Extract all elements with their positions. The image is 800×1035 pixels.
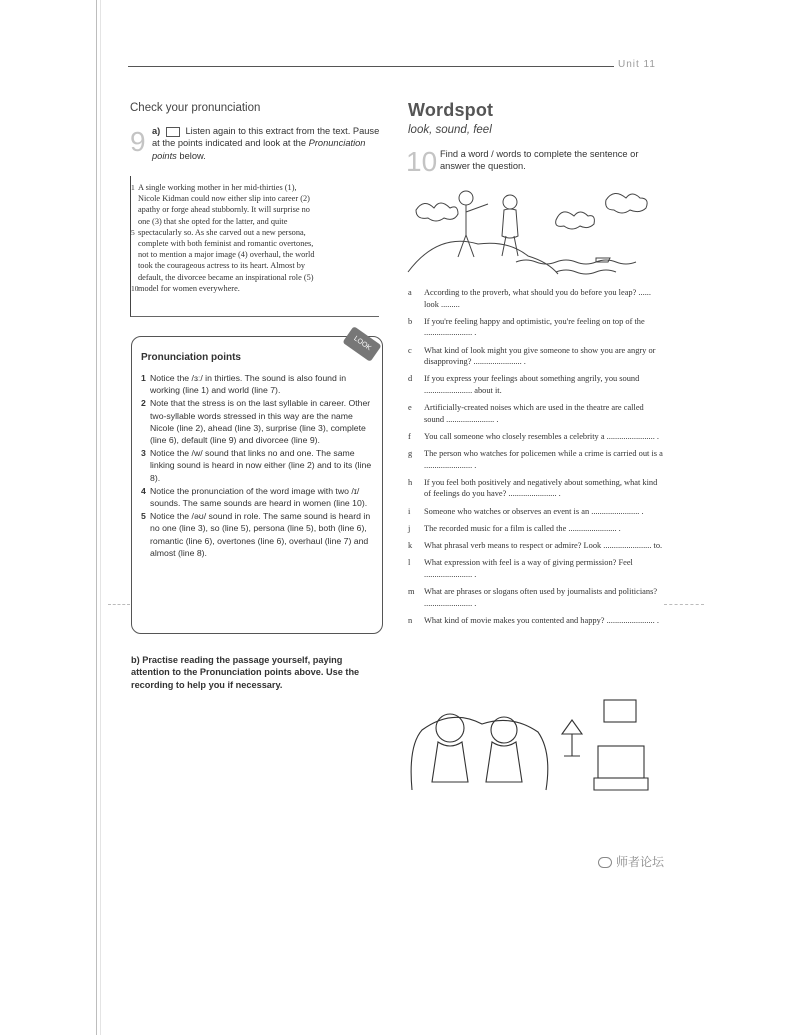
question-letter: h bbox=[408, 477, 413, 487]
question-letter: l bbox=[408, 558, 411, 568]
exercise-9a-tail: below. bbox=[179, 150, 206, 161]
question-text: What phrasal verb means to respect or admire? Look ....................... to. bbox=[424, 541, 663, 551]
question-text: Someone who watches or observes an event is an ....................... . bbox=[424, 506, 644, 516]
scan-edge-line bbox=[96, 0, 97, 1035]
passage-line-text: A single working mother in her mid-thirties (1), bbox=[138, 183, 297, 192]
wordspot-question bbox=[408, 523, 664, 535]
passage-line-text: model for women everywhere. bbox=[138, 283, 240, 293]
passage-line bbox=[138, 238, 376, 249]
question-text: If you express your feelings about something angrily, you sound ....................... about it. bbox=[424, 374, 640, 395]
question-text: What expression with feel is a way of giving permission? Feel ....................... . bbox=[424, 558, 633, 579]
point-text: Notice the /əʊ/ sound in role. The same sound is heard in no one (line 3), so (line 5), persona (line 5), both (line 6), romantic (line 6), overtones (line 6), overhaul (line 7) and almost (line 8). bbox=[150, 511, 371, 558]
living-room-illustration bbox=[408, 694, 664, 792]
wordspot-question bbox=[408, 402, 664, 425]
exercise-10-instructions: Find a word / words to complete the sentence or answer the question. bbox=[440, 149, 639, 172]
point-number: 4 bbox=[141, 485, 146, 496]
passage-line-text: Nicole Kidman could now either slip into career (2) bbox=[138, 194, 310, 204]
point-number: 2 bbox=[141, 398, 146, 409]
scan-edge-line bbox=[100, 0, 101, 1035]
passage-line bbox=[138, 249, 376, 260]
point-number: 5 bbox=[141, 511, 146, 522]
wordspot-question bbox=[408, 477, 664, 500]
person-head bbox=[459, 191, 473, 205]
exercise-9a-text: Listen again to this extract from the text. Pause at the points indicated and look at the bbox=[152, 126, 380, 149]
sea-wave bbox=[516, 260, 636, 264]
pronunciation-point bbox=[141, 485, 373, 509]
passage-line-text: one (3) that she opted for the latter, and quite bbox=[138, 216, 288, 226]
question-text: If you feel both positively and negatively about something, what kind of feelings do you have? ....................... . bbox=[424, 477, 658, 499]
beach-illustration bbox=[406, 180, 668, 280]
cloud-left bbox=[416, 203, 458, 221]
header-rule bbox=[128, 66, 614, 67]
point-text: Note that the stress is on the last syllable in career. Other two-syllable words stressed in this way are the name Nicole (line 2), ahead (line 3), surprise (line 3), complete (line 6), default (line 9) and divorcee (line 9). bbox=[150, 398, 371, 446]
wordspot-question bbox=[408, 287, 664, 310]
pronunciation-points-list bbox=[141, 372, 373, 560]
sand-dune bbox=[408, 241, 558, 274]
question-letter: g bbox=[408, 449, 413, 459]
wordspot-subtitle: look, sound, feel bbox=[408, 124, 492, 136]
lamp bbox=[562, 720, 582, 756]
woman-body bbox=[486, 742, 522, 782]
question-text: What kind of movie makes you contented and happy? ....................... . bbox=[424, 615, 659, 625]
wordspot-question bbox=[408, 506, 664, 518]
point-text: Notice the /w/ sound that links no and one. The same linking sound is heard in now either (line 2) and to its (line 8). bbox=[150, 448, 372, 483]
wordspot-question bbox=[408, 316, 664, 339]
cloud-middle bbox=[556, 212, 595, 229]
question-text: You call someone who closely resembles a celebrity a ....................... . bbox=[424, 431, 659, 441]
question-text: What are phrases or slogans often used by journalists and politicians? ....................... . bbox=[424, 587, 658, 608]
watermark bbox=[598, 853, 664, 870]
question-text: What kind of look might you give someone to show you are angry or disapproving? ....................... . bbox=[424, 345, 656, 367]
question-letter: c bbox=[408, 345, 412, 355]
part-a-label: a) bbox=[152, 126, 161, 136]
scan-dash bbox=[108, 604, 130, 605]
picture-frame bbox=[604, 700, 636, 722]
wordspot-question bbox=[408, 615, 664, 627]
line-number: 10 bbox=[131, 283, 139, 293]
question-letter: k bbox=[408, 541, 413, 551]
audio-icon bbox=[166, 127, 180, 137]
exercise-9a-italic: Pronunciation points bbox=[152, 138, 366, 161]
pronunciation-point bbox=[141, 397, 373, 446]
point-number: 1 bbox=[141, 373, 146, 383]
passage-line-text: spectacularly so. As she carved out a new persona, bbox=[138, 227, 306, 237]
passage-line-text: default, the divorcee became an inspirational role (5) bbox=[138, 272, 314, 282]
pronunciation-point bbox=[141, 372, 373, 396]
unit-label: Unit 11 bbox=[618, 59, 656, 70]
look-tab: LOOK bbox=[342, 326, 381, 362]
point-number: 3 bbox=[141, 448, 146, 459]
check-pronunciation-title: Check your pronunciation bbox=[130, 102, 261, 114]
passage-line bbox=[138, 193, 376, 204]
question-letter: j bbox=[408, 523, 411, 533]
exercise-9a-instructions bbox=[152, 125, 382, 162]
passage-line bbox=[138, 260, 376, 271]
point-text: Notice the /ɜː/ in thirties. The sound is also found in working (line 1) and world (line 7). bbox=[150, 373, 347, 396]
passage-line bbox=[131, 283, 376, 294]
cloud-right bbox=[606, 193, 647, 213]
person-body bbox=[458, 204, 488, 257]
passage-line bbox=[138, 216, 376, 227]
wordspot-question bbox=[408, 345, 664, 368]
wordspot-question bbox=[408, 586, 664, 609]
sea-wave bbox=[556, 270, 616, 274]
passage-text bbox=[131, 182, 376, 294]
question-text: The recorded music for a film is called the ....................... . bbox=[424, 523, 621, 533]
question-text: Artificially-created noises which are used in the theatre are called sound ....................... . bbox=[424, 403, 644, 424]
question-text: According to the proverb, what should you do before you leap? ...... look ......... bbox=[424, 288, 651, 309]
wordspot-questions bbox=[408, 287, 664, 632]
passage-line-text: apathy or forge ahead stubbornly. It will surprise no bbox=[138, 205, 310, 215]
passage-line bbox=[131, 182, 376, 193]
passage-line-text: complete with both feminist and romantic overtones, bbox=[138, 239, 314, 249]
chat-bubble-icon bbox=[598, 857, 612, 868]
passage-line bbox=[138, 272, 376, 283]
question-letter: a bbox=[408, 288, 412, 297]
wordspot-question bbox=[408, 448, 664, 471]
question-text: The person who watches for policemen while a crime is carried out is a ....................... . bbox=[424, 449, 663, 470]
wordspot-question bbox=[408, 540, 664, 552]
scan-dash bbox=[664, 604, 704, 605]
exercise-10-number: 10 bbox=[406, 146, 438, 177]
question-letter: e bbox=[408, 403, 412, 413]
line-number: 5 bbox=[131, 227, 135, 237]
question-text: If you're feeling happy and optimistic, you're feeling on top of the ....................... . bbox=[424, 316, 645, 338]
point-text: Notice the pronunciation of the word image with two /ɪ/ sounds. The same sounds are heard in women (line 10). bbox=[150, 485, 368, 509]
passage-line-text: took the courageous actress to its heart. Almost by bbox=[138, 261, 306, 271]
question-letter: d bbox=[408, 374, 413, 384]
pronunciation-points-title: Pronunciation points bbox=[141, 352, 241, 363]
question-letter: n bbox=[408, 615, 413, 625]
person-head bbox=[503, 195, 517, 209]
passage-line-text: not to mention a major image (4) overhaul, the world bbox=[138, 250, 315, 260]
exercise-9b-text: b) Practise reading the passage yourself, paying attention to the Pronunciation points above. Use the recording to help you if necessary. bbox=[131, 655, 360, 690]
passage-line bbox=[131, 227, 376, 238]
tv-stand bbox=[594, 778, 648, 790]
exercise-9-number: 9 bbox=[130, 126, 146, 157]
wordspot-question bbox=[408, 431, 664, 443]
passage-line bbox=[138, 204, 376, 215]
wordspot-question bbox=[408, 557, 664, 580]
pronunciation-point bbox=[141, 510, 373, 559]
line-number: 1 bbox=[131, 183, 135, 192]
question-letter: f bbox=[408, 431, 411, 441]
man-body bbox=[432, 742, 468, 782]
question-letter: i bbox=[408, 506, 411, 516]
wordspot-title: Wordspot bbox=[408, 100, 494, 120]
question-letter: m bbox=[408, 587, 415, 596]
sofa bbox=[411, 717, 548, 790]
question-letter: b bbox=[408, 316, 413, 326]
pronunciation-point bbox=[141, 447, 373, 484]
watermark-text: 师者论坛 bbox=[616, 855, 665, 869]
wordspot-question bbox=[408, 373, 664, 396]
television bbox=[598, 746, 644, 778]
